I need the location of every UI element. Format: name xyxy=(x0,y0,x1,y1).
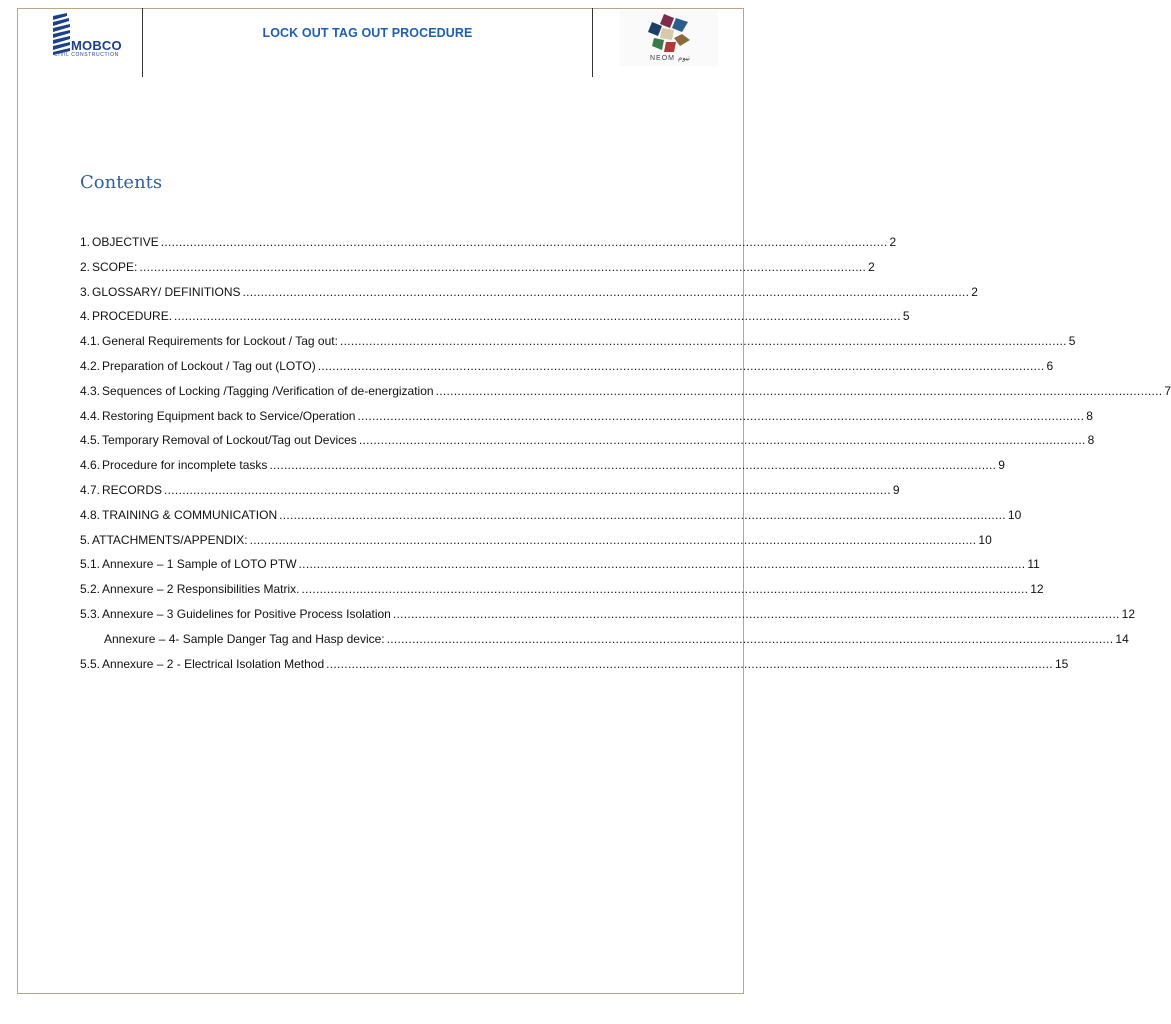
toc-entry[interactable] xyxy=(80,334,1076,352)
toc-entry-page-number: 8 xyxy=(1086,408,1093,423)
toc-dot-leader: ........................................................................................................................................................................................................ xyxy=(269,458,997,473)
toc-entry-number: 4.6. xyxy=(80,458,101,473)
toc-entry-label: Temporary Removal of Lockout/Tag out Devices xyxy=(102,433,357,448)
toc-entry[interactable] xyxy=(80,259,875,278)
toc-entry-page-number: 15 xyxy=(1054,656,1069,671)
toc-entry[interactable] xyxy=(80,309,910,327)
toc-entry-page-number: 6 xyxy=(1046,359,1054,373)
toc-entry[interactable] xyxy=(80,383,1171,402)
toc-entry-number: 2. xyxy=(80,259,91,274)
toc-entry-label: SCOPE: xyxy=(92,259,138,274)
toc-dot-leader: ........................................................................................................................................................................................................ xyxy=(326,656,1053,671)
header-divider-left xyxy=(142,8,143,77)
toc-entry-page-number: 2 xyxy=(868,259,875,274)
toc-entry[interactable] xyxy=(80,607,1135,625)
document-title: LOCK OUT TAG OUT PROCEDURE xyxy=(262,26,473,40)
toc-dot-leader: ........................................................................................................................................................................................................ xyxy=(392,607,1120,621)
toc-entry-page-number: 12 xyxy=(1121,607,1135,621)
toc-entry-page-number: 2 xyxy=(889,235,897,249)
toc-dot-leader: ........................................................................................................................................................................................................ xyxy=(164,483,891,497)
toc-entry-number: 4.1. xyxy=(80,334,101,349)
toc-dot-leader: ........................................................................................................................................................................................................ xyxy=(249,532,977,547)
toc-entry-label: Annexure – 3 Guidelines for Positive Process Isolation xyxy=(102,607,391,621)
toc-entry-number: 4. xyxy=(80,309,91,324)
toc-entry[interactable] xyxy=(80,284,978,303)
neom-logo-name: NEOM نيوم xyxy=(650,55,690,62)
toc-entry-label: Procedure for incomplete tasks xyxy=(102,458,268,473)
toc-entry[interactable] xyxy=(80,235,897,253)
toc-entry-label: Preparation of Lockout / Tag out (LOTO) xyxy=(102,359,316,373)
toc-entry-page-number: 11 xyxy=(1027,557,1040,572)
neom-logo xyxy=(620,10,718,66)
toc-entry-number: 5.3. xyxy=(80,607,101,621)
toc-entry-page-number: 10 xyxy=(1007,507,1022,522)
toc-entry[interactable] xyxy=(80,458,1005,476)
toc-entry[interactable] xyxy=(80,507,1022,526)
toc-entry-label: PROCEDURE. xyxy=(92,309,173,324)
toc-entry-number: 1. xyxy=(80,235,91,249)
toc-dot-leader: ........................................................................................................................................................................................................ xyxy=(242,284,970,299)
toc-entry-number: 4.5. xyxy=(80,433,101,448)
header-divider-right xyxy=(592,8,593,77)
contents-heading: Contents xyxy=(80,172,163,193)
toc-dot-leader: ........................................................................................................................................................................................................ xyxy=(357,408,1085,423)
toc-entry[interactable] xyxy=(80,433,1095,451)
toc-entry-page-number: 9 xyxy=(998,458,1005,473)
toc-entry-number: 4.7. xyxy=(80,483,101,497)
toc-dot-leader: ........................................................................................................................................................................................................ xyxy=(160,235,888,249)
toc-entry-number: 4.3. xyxy=(80,383,101,398)
toc-entry-label: ATTACHMENTS/APPENDIX: xyxy=(92,532,248,547)
toc-entry-number: 4.8. xyxy=(80,507,101,522)
toc-entry-page-number: 2 xyxy=(971,284,978,299)
toc-entry-label: TRAINING & COMMUNICATION xyxy=(102,507,278,522)
toc-entry-number: 3. xyxy=(80,284,91,299)
toc-entry-label: Annexure – 1 Sample of LOTO PTW xyxy=(102,557,297,572)
mobco-logo-subtitle: CIVIL CONSTRUCTION xyxy=(54,52,119,58)
neom-mark-icon xyxy=(644,12,694,54)
toc-entry-label: Annexure – 2 Responsibilities Matrix. xyxy=(102,582,300,597)
toc-entry-label: Annexure – 4- Sample Danger Tag and Hasp device: xyxy=(104,631,385,646)
toc-dot-leader: ........................................................................................................................................................................................................ xyxy=(139,259,867,274)
toc-entry-label: General Requirements for Lockout / Tag out: xyxy=(102,334,338,349)
toc-entry-page-number: 12 xyxy=(1030,582,1044,597)
toc-dot-leader: ........................................................................................................................................................................................................ xyxy=(317,359,1045,373)
toc-entry-page-number: 10 xyxy=(978,532,992,547)
toc-dot-leader: ........................................................................................................................................................................................................ xyxy=(174,309,901,324)
toc-entry-number: 5.5. xyxy=(80,656,101,671)
mobco-logo xyxy=(52,12,127,60)
toc-entry-page-number: 8 xyxy=(1087,433,1095,448)
toc-entry-number: 4.2. xyxy=(80,359,101,373)
toc-entry-label: OBJECTIVE xyxy=(92,235,159,249)
toc-entry-number: 5.1. xyxy=(80,557,101,572)
toc-entry[interactable] xyxy=(80,557,1040,575)
toc-entry[interactable] xyxy=(80,532,992,551)
toc-dot-leader: ........................................................................................................................................................................................................ xyxy=(358,433,1086,448)
toc-entry-number: 5.2. xyxy=(80,582,101,597)
mobco-logo-name: MOBCO xyxy=(71,38,122,53)
toc-entry[interactable] xyxy=(80,582,1044,600)
toc-entry[interactable] xyxy=(80,359,1054,377)
toc-entry-label: RECORDS xyxy=(102,483,163,497)
building-icon xyxy=(52,12,72,56)
toc-dot-leader: ........................................................................................................................................................................................................ xyxy=(279,507,1006,522)
toc-entry[interactable] xyxy=(80,408,1093,427)
toc-entry-page-number: 9 xyxy=(892,483,900,497)
toc-entry-page-number: 5 xyxy=(1068,334,1076,349)
toc-entry-page-number: 7 xyxy=(1164,383,1171,398)
toc-entry[interactable] xyxy=(80,483,900,501)
toc-dot-leader: ........................................................................................................................................................................................................ xyxy=(339,334,1067,349)
toc-entry-number: 4.4. xyxy=(80,408,101,423)
toc-dot-leader: ........................................................................................................................................................................................................ xyxy=(435,383,1163,398)
toc-entry-page-number: 5 xyxy=(902,309,910,324)
toc-entry[interactable] xyxy=(104,631,1129,650)
toc-entry-label: GLOSSARY/ DEFINITIONS xyxy=(92,284,241,299)
toc-entry-label: Restoring Equipment back to Service/Operation xyxy=(102,408,356,423)
toc-entry[interactable] xyxy=(80,656,1069,675)
toc-dot-leader: ........................................................................................................................................................................................................ xyxy=(298,557,1026,572)
toc-entry-label: Sequences of Locking /Tagging /Verification of de-energization xyxy=(102,383,434,398)
toc-dot-leader: ........................................................................................................................................................................................................ xyxy=(386,631,1114,646)
document-page xyxy=(17,8,744,994)
toc-dot-leader: ........................................................................................................................................................................................................ xyxy=(301,582,1029,597)
toc-entry-page-number: 14 xyxy=(1115,631,1129,646)
toc-entry-number: 5. xyxy=(80,532,91,547)
toc-entry-label: Annexure – 2 - Electrical Isolation Method xyxy=(102,656,325,671)
